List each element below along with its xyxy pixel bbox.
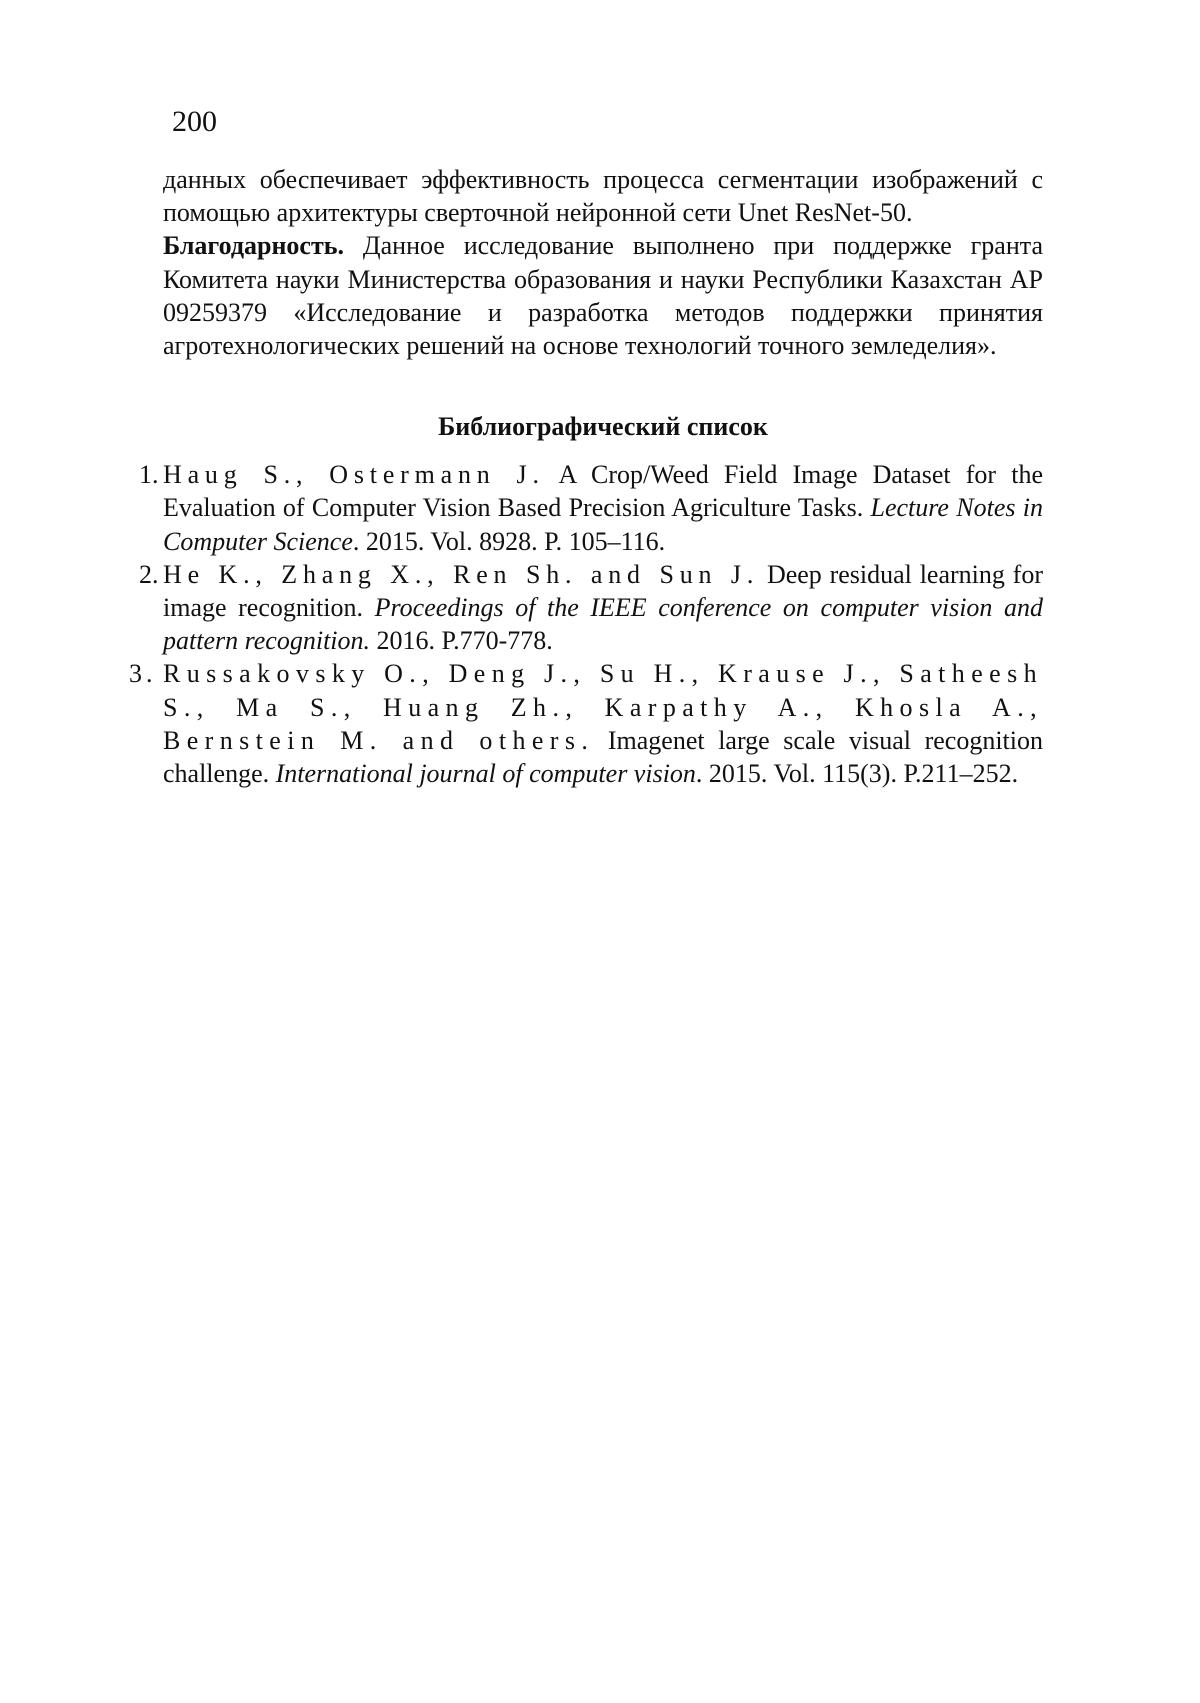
reference-list (129, 458, 1044, 790)
reference-item (129, 657, 1043, 790)
reference-authors: He K., Zhang X., Ren Sh. and Sun J. (163, 559, 760, 589)
reference-authors: Russakovsky O., Deng J., Su H., Krause J., Satheesh S., Ma S., Huang Zh., Karpathy A., Khosla A., Bernstein M. and others. (163, 659, 1043, 755)
reference-title: A Crop/Weed Field Image Dataset for the Evaluation of Computer Vision Based Precision Agriculture Tasks. (163, 460, 1044, 523)
reference-details: 2016. P.770-778. (370, 626, 553, 656)
reference-source: Lecture Notes in Computer Science (163, 493, 1043, 556)
reference-source: Proceedings of the IEEE conference on computer vision and pattern recognition. (163, 593, 1044, 656)
acknowledgment-text: Данное исследование выполнено при поддержке гранта Комитета науки Министерства образования и науки Республики Казахстан AP 09259379 «Исследование и разработка методов поддержки принятия агротехнологических решений на основе технологий точного земледелия». (163, 231, 1043, 361)
reference-details: . 2015. Vol. 8928. P. 105–116. (352, 526, 666, 556)
reference-item (139, 558, 1044, 658)
page-number: 200 (172, 105, 217, 138)
paragraph-continued: данных обеспечивает эффективность процесса сегментации изображений с помощью архитектуры сверточной нейронной сети Unet ResNet-50. (163, 165, 1043, 228)
acknowledgment-label: Благодарность. (163, 231, 344, 261)
reference-authors: Haug S., Ostermann J. (163, 460, 545, 490)
page-content (129, 163, 1044, 790)
reference-title: Imagenet large scale visual recognition challenge. (163, 725, 1043, 789)
bibliography-heading: Библиографический список (438, 412, 768, 442)
reference-item (139, 458, 1044, 558)
reference-number: 2. (139, 559, 159, 589)
reference-details: . 2015. Vol. 115(3). P.211–252. (695, 759, 1019, 789)
reference-source: International journal of computer vision (275, 759, 696, 789)
reference-title: Deep residual learning for image recognition. (163, 559, 1043, 623)
reference-number: 1. (139, 460, 159, 490)
reference-number: 3. (129, 659, 157, 689)
acknowledgment-paragraph (163, 229, 1043, 362)
